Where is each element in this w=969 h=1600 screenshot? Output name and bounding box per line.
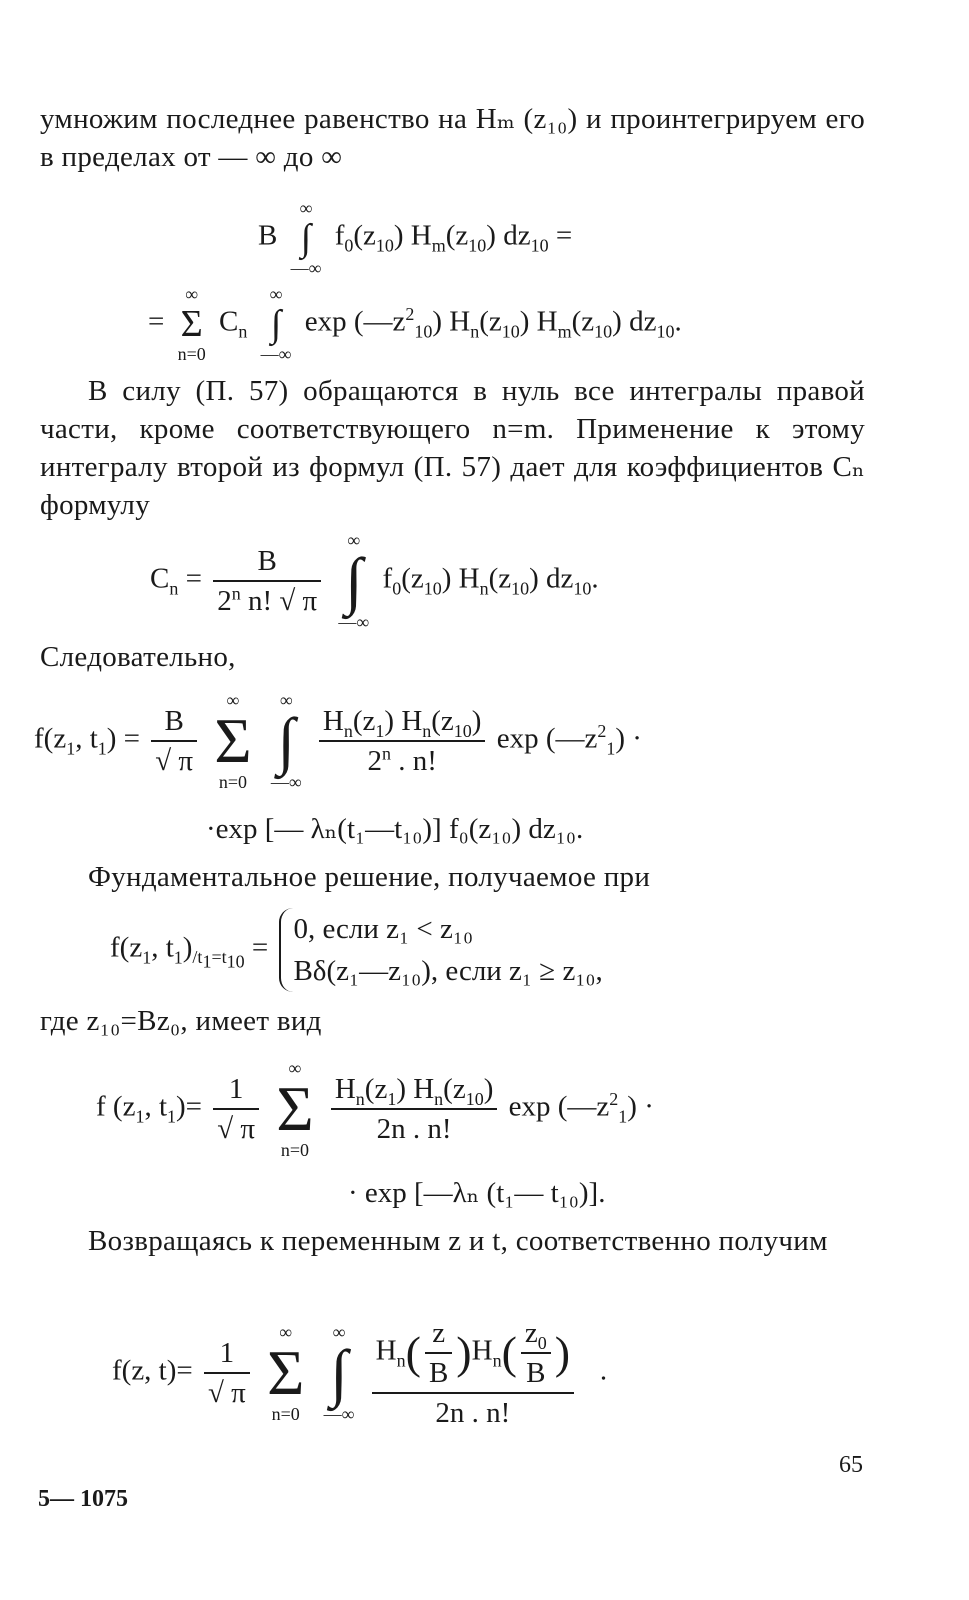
integral-sign: ∞ ∫ —∞ <box>290 198 322 278</box>
equation-1-line-1: B ∞ ∫ —∞ $f_0(z_{10})$ $H_m(z_{10}) dz_{10}$ = <box>258 198 573 278</box>
equation-3-line-1: $f(z_1$, $t_1$) = $\frac{B}{√ \pi}$ ∞ Σ n=0 ∞ ∫ —∞ $\frac{H_n(z_1) H_n(z_{10})}{2^n . n!}$ $\exp (—z^2_1)$ · <box>34 690 642 792</box>
equation-1-line-2: = ∞ Σ n=0 $C_n$ ∞ ∫ —∞ $\exp (—z^2_{10})$ $H_n(z_{10})$ $H_m(z_{10})$ $dz_{10}$. <box>148 284 682 364</box>
paragraph-5: где z₁₀=Bz₀, имеет вид <box>40 1005 322 1037</box>
equation-5-line-1: f ($z_1$, $t_1)=$ $\frac{1}{√ \pi}$ ∞ Σ n=0 $\frac{H_n(z_1) H_n(z_{10})}{2n . n!}$ $\exp (—z^2_1)$ · <box>96 1058 654 1160</box>
paragraph-4: Фундаментальное решение, получаемое при <box>88 861 651 893</box>
sum-sign: ∞ Σ n=0 <box>177 284 206 364</box>
printer-signature: 5— 1075 <box>38 1486 128 1512</box>
paragraph-1: умножим последнее равенство на Hₘ (z₁₀) и проинтегрируем его в пределах от — ∞ до ∞ <box>40 103 865 173</box>
fraction: $H_n$( $\frac{z}{B}$ )$H_n$( $\frac{z_0}{B}$ ) 2n . n! <box>372 1316 574 1430</box>
case-2: Bδ(z₁—z₁₀), если z₁ ≥ z₁₀, <box>293 955 603 987</box>
equation-3-line-2: ·exp [— λₙ(t₁—t₁₀)] f₀(z₁₀) dz₁₀. <box>206 813 584 845</box>
fraction: $\frac{1}{√ \pi}$ <box>213 1072 259 1146</box>
paragraph-3: Следовательно, <box>40 641 236 673</box>
integral-sign: ∞ ∫ —∞ <box>323 1322 355 1424</box>
page-number: 65 <box>839 1452 863 1478</box>
integral-sign: ∞ ∫ —∞ <box>270 690 302 792</box>
sum-sign: ∞ Σ n=0 <box>276 1058 314 1160</box>
paragraph-2: В силу (П. 57) обращаются в нуль все интегралы правой части, кроме соответствующего n=m. Применение к этому интегралу второй из формул (П. 57) дает для коэффициентов Cₙ формулу <box>40 375 865 521</box>
equation-5-line-2: · exp [—λₙ (t₁— t₁₀)]. <box>348 1177 606 1209</box>
case-1: 0, если z₁ < z₁₀ <box>293 913 474 945</box>
fraction: $\frac{B}{2^n n! √ \pi}$ <box>213 544 321 618</box>
sum-sign: ∞ Σ n=0 <box>267 1322 305 1424</box>
fraction: $\frac{B}{√ \pi}$ <box>151 704 197 778</box>
equation-2: $C_n$ = $\frac{B}{2^n n! √ \pi}$ ∞ ∫ —∞ $f_0(z_{10})$ $H_n(z_{10})$ $dz_{10}$. <box>150 530 599 632</box>
fraction: $\frac{H_n(z_1) H_n(z_{10})}{2n . n!}$ <box>331 1072 498 1146</box>
paragraph-6: Возвращаясь к переменным z и t, соответственно получим <box>88 1225 828 1257</box>
equation-6: f(z, t)= $\frac{1}{√ \pi}$ ∞ Σ n=0 ∞ ∫ —∞ $H_n$( $\frac{z}{B}$ )$H_n$( $\frac{z_0}{B}$ ) 2n . n! . <box>112 1317 608 1429</box>
sum-sign: ∞ Σ n=0 <box>214 690 252 792</box>
integral-sign: ∞ ∫ —∞ <box>260 284 292 364</box>
integral-sign: ∞ ∫ —∞ <box>338 530 370 632</box>
equation-4: $f(z_1$, $t_1)_{/t_1=t_{10}}$ = 0, если z₁ < z₁₀ Bδ(z₁—z₁₀), если z₁ ≥ z₁₀, <box>110 908 603 992</box>
cases-brace <box>279 908 602 992</box>
fraction: $\frac{1}{√ \pi}$ <box>204 1336 250 1410</box>
fraction: $\frac{H_n(z_1) H_n(z_{10})}{2^n . n!}$ <box>319 704 486 778</box>
